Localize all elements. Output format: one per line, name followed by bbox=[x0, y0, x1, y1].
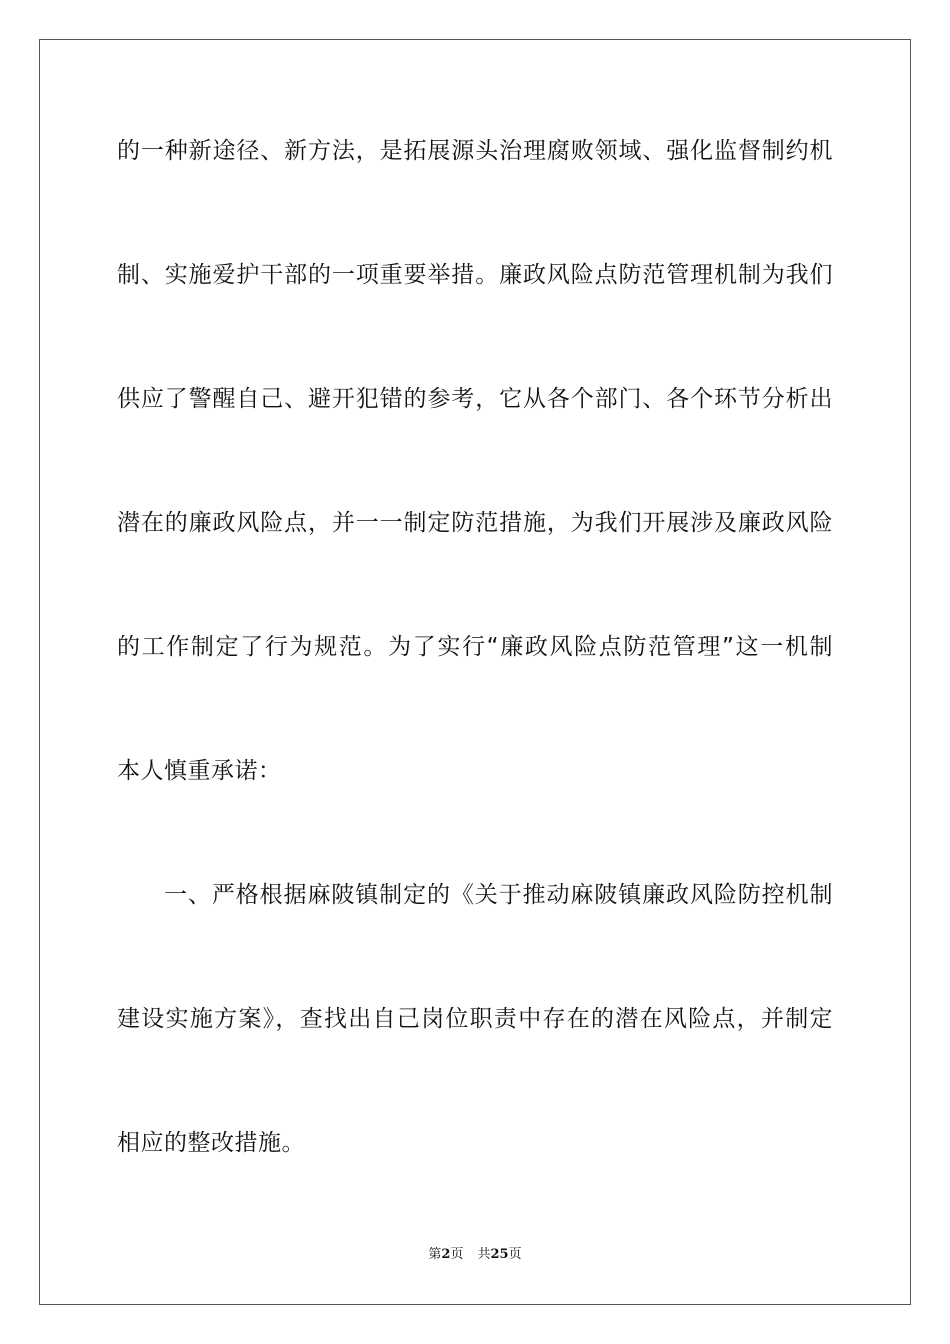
page-border bbox=[39, 39, 911, 1305]
total-suffix: 页 bbox=[508, 1247, 522, 1262]
body-line-8: 建设实施方案》，查找出自己岗位职责中存在的潜在风险点，并制定 bbox=[117, 1006, 833, 1032]
total-pages: 25 bbox=[490, 1247, 509, 1262]
total-prefix: 共 bbox=[477, 1247, 491, 1262]
page-suffix: 页 bbox=[450, 1247, 464, 1262]
page-footer bbox=[0, 1246, 950, 1264]
body-line-9: 相应的整改措施。 bbox=[117, 1130, 305, 1156]
body-line-5: 的工作制定了行为规范。为了实行“廉政风险点防范管理”这一机制 bbox=[117, 634, 833, 660]
body-line-6: 本人慎重承诺： bbox=[117, 758, 282, 784]
page-prefix: 第 bbox=[428, 1247, 442, 1262]
body-line-3: 供应了警醒自己、避开犯错的参考，它从各个部门、各个环节分析出 bbox=[117, 386, 833, 412]
page-number: 2 bbox=[441, 1247, 451, 1262]
body-line-1: 的一种新途径、新方法，是拓展源头治理腐败领域、强化监督制约机 bbox=[117, 138, 833, 164]
body-line-7: 一、严格根据麻陂镇制定的《关于推动麻陂镇廉政风险防控机制 bbox=[164, 882, 833, 908]
body-line-4: 潜在的廉政风险点，并一一制定防范措施，为我们开展涉及廉政风险 bbox=[117, 510, 833, 536]
body-line-2: 制、实施爱护干部的一项重要举措。廉政风险点防范管理机制为我们 bbox=[117, 262, 833, 288]
